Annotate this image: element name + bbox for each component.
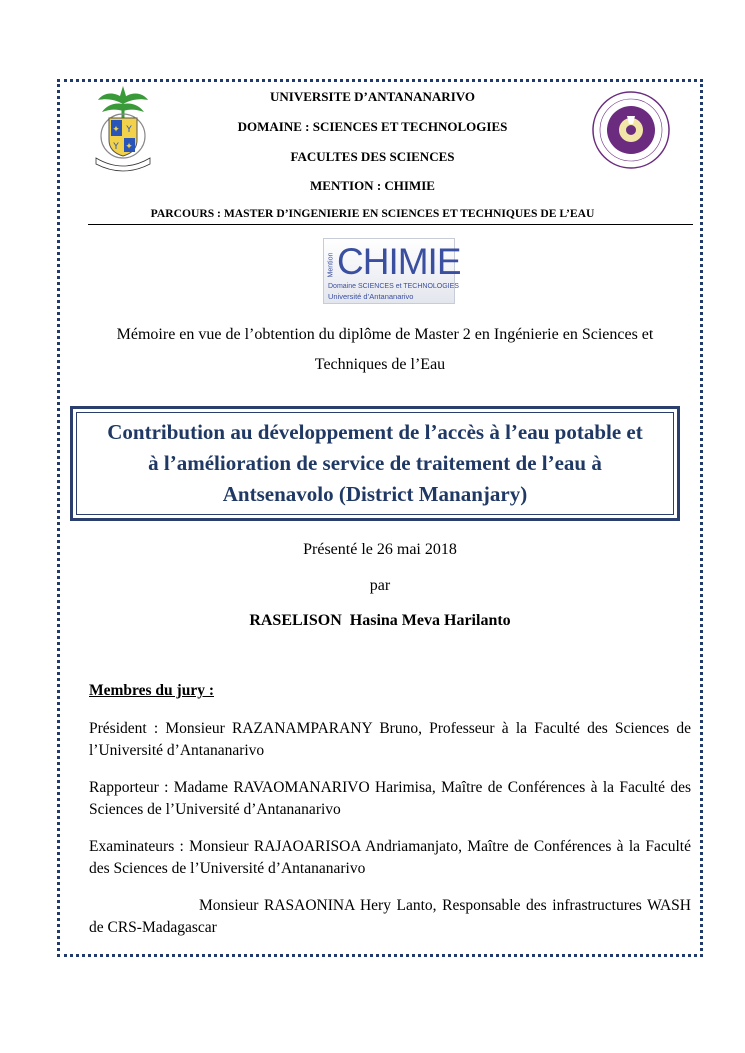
author-name: RASELISON Hasina Meva Harilanto — [249, 612, 511, 629]
jury-rapporteur: Rapporteur : Madame RAVAOMANARIVO Harimisa, Maître de Conférences à la Faculté des Sciences de l’Université d’Antananarivo — [89, 779, 691, 818]
svg-text:Y: Y — [113, 142, 119, 152]
jury-examinateur-2: Monsieur RASAONINA Hery Lanto, Responsable des infrastructures WASH de CRS-Madagascar — [89, 897, 691, 936]
university-name: UNIVERSITE D’ANTANANARIVO — [270, 89, 475, 104]
presentation-date: Présenté le 26 mai 2018 — [303, 541, 457, 558]
domain-name: DOMAINE : SCIENCES ET TECHNOLOGIES — [237, 119, 508, 134]
memoire-line-2: Techniques de l’Eau — [314, 356, 446, 373]
chimie-logo-title: CHIMIE — [337, 241, 461, 282]
svg-text:Y: Y — [126, 125, 132, 135]
jury-examinateur-1: Examinateurs : Monsieur RAJAOARISOA Andriamanjato, Maître de Conférences à la Faculté des Sciences de l’Université d’Antananarivo — [89, 838, 691, 877]
parcours-name: PARCOURS : MASTER D’INGENIERIE EN SCIENCES ET TECHNIQUES DE L’EAU — [150, 207, 595, 220]
chimie-logo-university: Université d’Antananarivo — [328, 292, 414, 301]
thesis-title-line-2: à l’amélioration de service de traitement de l’eau à — [148, 451, 602, 475]
thesis-title-line-1: Contribution au développement de l’accès à l’eau potable et — [107, 420, 643, 444]
thesis-title-line-3: Antsenavolo (District Mananjary) — [222, 482, 528, 506]
presentation-by: par — [369, 577, 391, 594]
memoire-line-1: Mémoire en vue de l’obtention du diplôme de Master 2 en Ingénierie en Sciences et — [116, 326, 654, 343]
svg-text:✦: ✦ — [112, 125, 120, 135]
chimie-logo-side: Mention — [327, 252, 335, 278]
mention-name: MENTION : CHIMIE — [310, 178, 435, 193]
faculty-name: FACULTES DES SCIENCES — [290, 149, 455, 164]
jury-president: Président : Monsieur RAZANAMPARANY Bruno, Professeur à la Faculté des Sciences de l’Université d’Antananarivo — [89, 720, 691, 759]
thesis-title-box — [70, 406, 680, 521]
chimie-logo — [323, 238, 461, 304]
header-divider — [88, 224, 693, 225]
svg-text:✦: ✦ — [125, 142, 133, 152]
chimie-logo-domain: Domaine SCIENCES et TECHNOLOGIES — [328, 283, 459, 290]
jury-heading: Membres du jury : — [89, 682, 214, 699]
